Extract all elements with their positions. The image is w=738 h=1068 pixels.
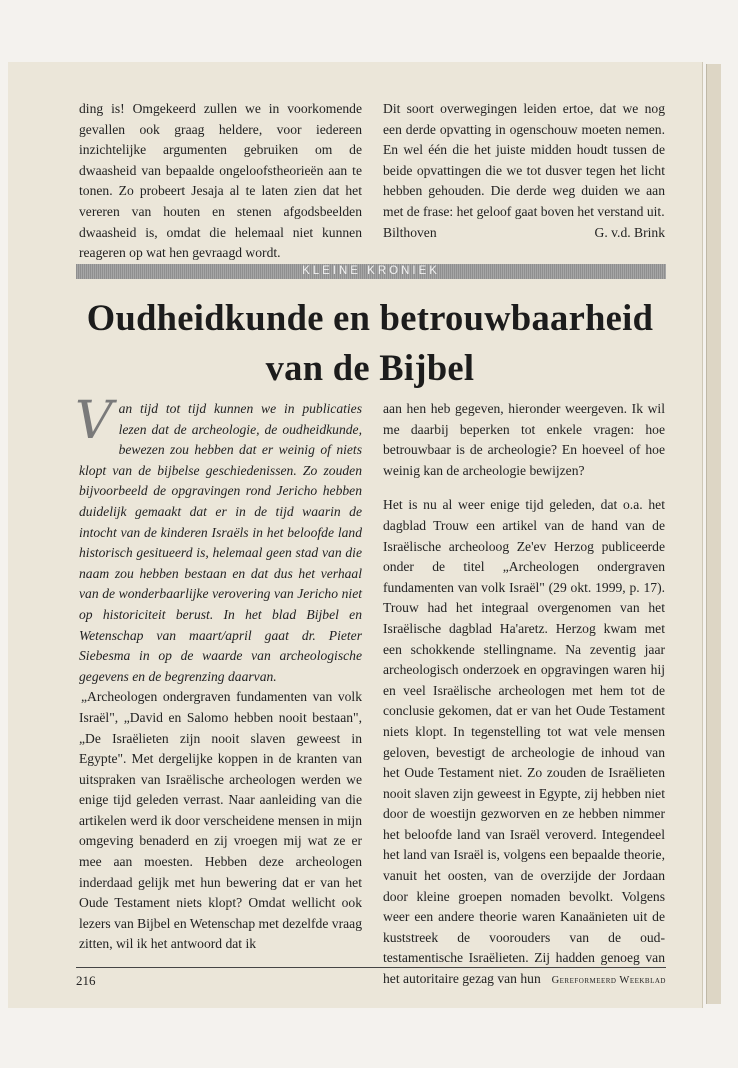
right-paragraph-1: aan hen heb gegeven, hieronder weergeven. Ik wil me daarbij beperken tot enkele vragen: hoe betrouwbaar is de archeologie? En hoeveel of hoe weinig kan de archeologie bewijzen? xyxy=(383,401,665,478)
article-right-column xyxy=(383,399,665,990)
top-right-column xyxy=(383,99,665,243)
intro-text: an tijd tot tijd kunnen we in publicaties lezen dat de archeologie, de oudheidkunde, bewezen zou hebben dat er weinig of niets klopt van de bijbelse geschiedenissen. Zo zouden bijvoorbeeld de opgravingen rond Jericho hebben duidelijk gemaakt dat er in de tijd waarin de intocht van de kinderen Israëls in het beloofde land historisch gesitueerd is, helemaal geen stad van die naam zou hebben bestaan en dat dus het verhaal van de wonderbaarlijke verovering van Jericho niet op historiciteit berust. In het blad Bijbel en Wetenschap van maart/april gaat dr. Pieter Siebesma in op de waarde van archeologische gegevens en de begrenzing daarvan. xyxy=(79,401,362,684)
signature-place: Bilthoven xyxy=(383,224,437,240)
article-title-line-2: van de Bijbel xyxy=(265,347,475,388)
top-left-paragraph: ding is! Omgekeerd zullen we in voorkomende gevallen ook graag heldere, voor iedereen inzichtelijke argumenten gebruiken om de dwaasheid van bepaalde ongeloofstheorieën aan te tonen. Zo probeert Jesaja al te laten zien dat het vereren van houten en stenen afgodsbeelden dwaasheid is, omdat die helemaal niet kunnen reageren op wat hen gevraagd wordt. xyxy=(79,101,362,261)
footer-rule xyxy=(76,967,666,968)
article-intro xyxy=(75,391,362,687)
article-left-column xyxy=(75,391,362,955)
signature-author: G. v.d. Brink xyxy=(594,224,665,240)
running-footer: Gereformeerd Weekblad xyxy=(551,975,666,986)
article-title-line-1: Oudheidkunde en betrouwbaarheid xyxy=(86,297,654,338)
left-body-paragraph: „Archeologen ondergraven fundamenten van volk Israël", „David en Salomo hebben nooit bestaan", „De Israëlieten zijn nooit slaven geweest in Egypte". Met dergelijke koppen in de kranten van uitspraken van Israëlische archeologen werden we enige tijd geleden verrast. Naar aanleiding van die artikelen werd ik door verscheidene mensen in mijn omgeving benaderd en zij vroegen mij wat ze er mee aan moesten. Hebben deze archeologen inderdaad gelijk met hun bewering dat er van het Oude Testament niets klopt? Omdat wellicht ook lezers van Bijbel en Wetenschap met dezelfde vraag zitten, wil ik het antwoord dat ik xyxy=(79,689,362,952)
signature-line xyxy=(383,223,665,244)
top-right-paragraph: Dit soort overwegingen leiden ertoe, dat we nog een derde opvatting in ogenschouw moeten nemen. En wel één die het juiste midden houdt tussen de beide opvattingen die we tot dusver tegen het licht hebben gehouden. Die derde weg duiden we aan met de frase: het geloof gaat boven het verstand uit. xyxy=(383,101,665,219)
page-number: 216 xyxy=(76,973,96,988)
right-paragraph-2: Het is nu al weer enige tijd geleden, dat o.a. het dagblad Trouw een artikel van de hand van de Israëlische archeoloog Ze'ev Herzog publiceerde onder de titel „Archeologen ondergraven fundamenten van volk Israël" (29 okt. 1999, p. 17). Trouw had het integraal overgenomen van het Israëlische dagblad Ha'aretz. Herzog kwam met een schokkende stellingname. Na zeventig jaar archeologisch onderzoek en opgravingen waren hij en veel Israëlische archeologen met hem tot de conclusie gekomen, dat er van het Oude Testament niets klopt. In tegenstelling tot wat vele mensen geloven, bevestigt de archeologie de inhoud van het Oude Testament niet. Zo zouden de Israëlieten nooit slaven zijn geweest in Egypte, zij hebben niet door de woestijn gezworven en ze hebben nimmer het beloofde land van Israël veroverd. Integendeel het land van Israël is, volgens een bepaalde theorie, vanuit het oosten, van de overzijde der Jordaan door kleine groepen nomaden bevolkt. Volgens weer een andere theorie waren Kanaänieten uit de kuststreek de voorouders van de oud-testamentische Israëlieten. Zij hadden genoeg van het autoritaire gezag van hun xyxy=(383,497,665,987)
section-label-band: KLEINE KRONIEK xyxy=(76,264,666,279)
top-left-column xyxy=(79,99,362,264)
next-page-edge xyxy=(706,64,721,1004)
drop-cap: V xyxy=(75,391,113,451)
